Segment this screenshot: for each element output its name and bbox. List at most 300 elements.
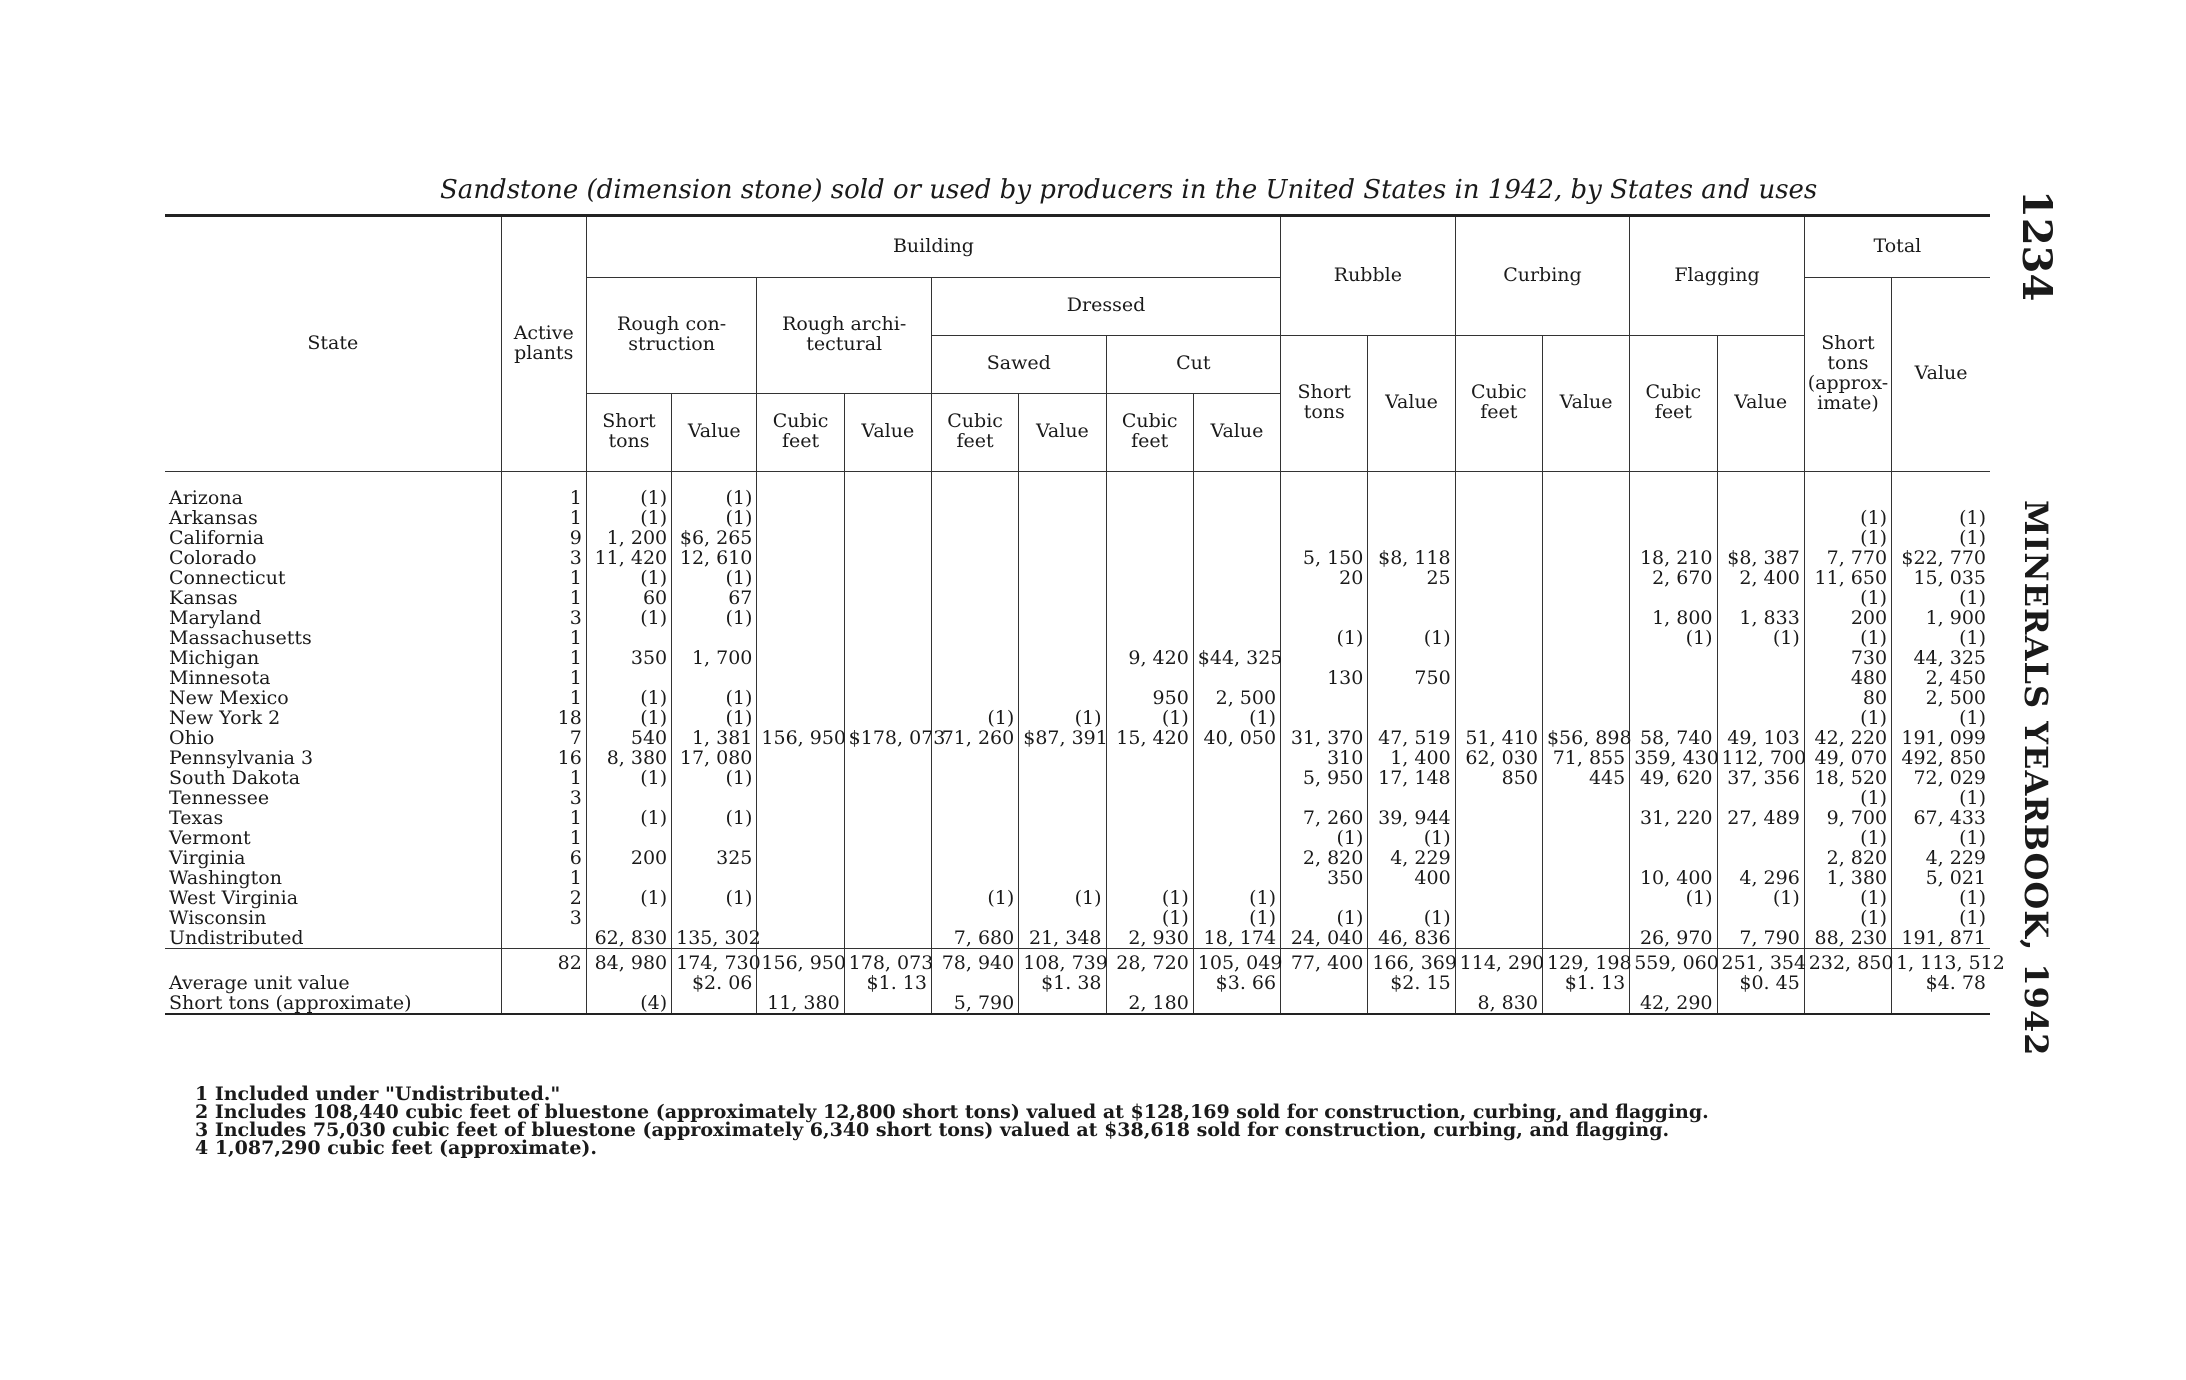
table-cell: 1 xyxy=(501,828,586,848)
table-cell xyxy=(1542,868,1629,888)
table-cell xyxy=(931,628,1018,648)
table-cell: 1, 200 xyxy=(586,528,671,548)
table-cell: 18, 174 xyxy=(1193,928,1280,949)
table-cell: 7 xyxy=(501,728,586,748)
table-cell: (1) xyxy=(672,808,757,828)
table-cell xyxy=(1368,528,1455,548)
table-cell xyxy=(1106,748,1193,768)
table-cell: 3 xyxy=(501,548,586,568)
table-cell: 114, 290 xyxy=(1455,948,1542,973)
table-row xyxy=(165,908,1990,928)
table-cell: 77, 400 xyxy=(1281,948,1368,973)
header-flagging: Flagging xyxy=(1630,217,1805,335)
table-cell xyxy=(1630,668,1717,688)
table-cell: (1) xyxy=(586,608,671,628)
table-cell: 9, 700 xyxy=(1804,808,1891,828)
page-number: 1234 xyxy=(2013,190,2060,302)
table-cell: 7, 260 xyxy=(1281,808,1368,828)
total-row xyxy=(165,948,1990,973)
table-cell: (1) xyxy=(672,471,757,508)
table-cell xyxy=(1193,808,1280,828)
table-cell: 2, 670 xyxy=(1630,568,1717,588)
table-cell: (1) xyxy=(1804,828,1891,848)
table-cell: 350 xyxy=(586,648,671,668)
header-total-value: Value xyxy=(1892,277,1990,471)
table-cell xyxy=(1717,708,1804,728)
table-cell xyxy=(1717,908,1804,928)
table-cell xyxy=(844,668,931,688)
table-cell: (1) xyxy=(672,568,757,588)
table-cell xyxy=(586,908,671,928)
table-cell: (1) xyxy=(672,508,757,528)
table-cell: $6, 265 xyxy=(672,528,757,548)
table-cell: (1) xyxy=(1630,888,1717,908)
table-cell xyxy=(586,668,671,688)
table-cell: $2. 06 xyxy=(672,973,757,993)
table-cell: (1) xyxy=(1193,908,1280,928)
table-cell xyxy=(1455,928,1542,949)
table-cell xyxy=(1455,508,1542,528)
table-cell xyxy=(1630,648,1717,668)
table-cell xyxy=(586,973,671,993)
table-cell xyxy=(931,848,1018,868)
table-cell xyxy=(1630,508,1717,528)
table-cell xyxy=(1106,788,1193,808)
table-cell xyxy=(672,788,757,808)
table-cell: 1, 113, 512 xyxy=(1892,948,1990,973)
table-cell: 15, 420 xyxy=(1106,728,1193,748)
table-cell: (1) xyxy=(1106,908,1193,928)
table-cell: (4) xyxy=(586,993,671,1013)
footnote: 4 1,087,290 cubic feet (approximate). xyxy=(195,1137,598,1159)
table-cell: 37, 356 xyxy=(1717,768,1804,788)
table-cell: 72, 029 xyxy=(1892,768,1990,788)
table-cell xyxy=(1455,648,1542,668)
table-cell: 46, 836 xyxy=(1368,928,1455,949)
table-cell: (1) xyxy=(1193,888,1280,908)
table-cell xyxy=(1630,588,1717,608)
table-cell: 4, 296 xyxy=(1717,868,1804,888)
table-cell: $1. 13 xyxy=(844,973,931,993)
row-label: New Mexico xyxy=(169,686,289,709)
table-cell: 16 xyxy=(501,748,586,768)
table-cell: $44, 325 xyxy=(1193,648,1280,668)
header-rc-short-tons: Short tons xyxy=(586,393,671,471)
table-cell: 156, 950 xyxy=(757,728,844,748)
table-cell xyxy=(1019,688,1106,708)
bottom-rule xyxy=(165,1013,1990,1015)
table-cell xyxy=(1193,788,1280,808)
table-cell: (1) xyxy=(1193,708,1280,728)
row-label: South Dakota xyxy=(169,766,301,789)
table-cell: (1) xyxy=(1892,508,1990,528)
table-row xyxy=(165,528,1990,548)
table-cell xyxy=(757,508,844,528)
table-cell xyxy=(1630,788,1717,808)
table-cell: (1) xyxy=(1892,788,1990,808)
table-cell: 88, 230 xyxy=(1804,928,1891,949)
table-cell xyxy=(1717,648,1804,668)
table-cell xyxy=(757,568,844,588)
table-cell: 17, 148 xyxy=(1368,768,1455,788)
table-cell xyxy=(1193,993,1280,1013)
table-cell xyxy=(844,688,931,708)
sandstone-table xyxy=(165,217,2005,1014)
table-cell xyxy=(1542,588,1629,608)
table-cell: (1) xyxy=(586,471,671,508)
table-cell xyxy=(1804,993,1891,1013)
header-cut-cubic-feet: Cubic feet xyxy=(1106,393,1193,471)
table-cell: (1) xyxy=(1368,628,1455,648)
table-cell xyxy=(1542,888,1629,908)
table-cell: 62, 030 xyxy=(1455,748,1542,768)
row-label xyxy=(165,948,501,973)
table-cell xyxy=(1281,688,1368,708)
table-row xyxy=(165,708,1990,728)
header-total: Total xyxy=(1804,217,1990,277)
table-cell xyxy=(931,868,1018,888)
table-cell: (1) xyxy=(1630,628,1717,648)
table-cell xyxy=(931,608,1018,628)
table-cell xyxy=(1019,808,1106,828)
header-state: State xyxy=(165,217,501,471)
table-cell: 60 xyxy=(586,588,671,608)
table-cell xyxy=(1019,608,1106,628)
table-cell xyxy=(1019,768,1106,788)
table-cell xyxy=(1019,648,1106,668)
header-cut: Cut xyxy=(1106,335,1281,393)
table-cell xyxy=(1630,848,1717,868)
table-cell xyxy=(1542,568,1629,588)
table-cell xyxy=(1281,528,1368,548)
table-cell xyxy=(1717,688,1804,708)
footnotes xyxy=(195,1085,1709,1157)
table-cell xyxy=(1455,973,1542,993)
table-cell: 200 xyxy=(1804,608,1891,628)
table-cell xyxy=(757,788,844,808)
table-cell xyxy=(1542,688,1629,708)
header-cut-value: Value xyxy=(1193,393,1280,471)
table-cell: 5, 021 xyxy=(1892,868,1990,888)
table-cell xyxy=(1193,868,1280,888)
table-cell: 11, 380 xyxy=(757,993,844,1013)
table-cell: 5, 950 xyxy=(1281,768,1368,788)
table-cell: 325 xyxy=(672,848,757,868)
table-cell xyxy=(931,828,1018,848)
table-cell: 26, 970 xyxy=(1630,928,1717,949)
table-cell xyxy=(1193,508,1280,528)
row-label: Connecticut xyxy=(169,566,286,589)
table-cell: 24, 040 xyxy=(1281,928,1368,949)
table-cell xyxy=(1717,993,1804,1013)
table-cell xyxy=(501,928,586,949)
table-cell: (1) xyxy=(1892,628,1990,648)
table-cell xyxy=(1019,528,1106,548)
table-cell: 108, 739 xyxy=(1019,948,1106,973)
table-cell: 21, 348 xyxy=(1019,928,1106,949)
row-label: Average unit value xyxy=(169,971,350,994)
table-cell: $178, 073 xyxy=(844,728,931,748)
table-cell: 31, 220 xyxy=(1630,808,1717,828)
table-cell xyxy=(757,608,844,628)
table-cell: (1) xyxy=(1804,628,1891,648)
table-cell: 1 xyxy=(501,508,586,528)
table-cell xyxy=(1542,808,1629,828)
table-cell: 31, 370 xyxy=(1281,728,1368,748)
table-cell: $1. 13 xyxy=(1542,973,1629,993)
table-cell xyxy=(931,508,1018,528)
row-label: Kansas xyxy=(169,586,238,609)
table-cell xyxy=(1542,648,1629,668)
table-cell: 1, 380 xyxy=(1804,868,1891,888)
table-cell: 2, 400 xyxy=(1717,568,1804,588)
table-cell xyxy=(931,748,1018,768)
table-cell xyxy=(1019,828,1106,848)
table-cell xyxy=(757,828,844,848)
table-cell: 58, 740 xyxy=(1630,728,1717,748)
table-cell: 9, 420 xyxy=(1106,648,1193,668)
table-cell xyxy=(844,708,931,728)
table-cell: 2, 450 xyxy=(1892,668,1990,688)
table-cell xyxy=(1455,828,1542,848)
table-cell xyxy=(844,528,931,548)
table-cell xyxy=(1019,788,1106,808)
table-cell xyxy=(1281,648,1368,668)
header-active-plants: Active plants xyxy=(501,217,586,471)
table-row xyxy=(165,808,1990,828)
total-row xyxy=(165,993,1990,1013)
table-cell xyxy=(931,908,1018,928)
table-cell: 1, 800 xyxy=(1630,608,1717,628)
table-cell: 112, 700 xyxy=(1717,748,1804,768)
table-cell: $22, 770 xyxy=(1892,548,1990,568)
table-cell xyxy=(1542,548,1629,568)
table-cell xyxy=(1193,471,1280,508)
table-cell: $8, 387 xyxy=(1717,548,1804,568)
table-cell: 950 xyxy=(1106,688,1193,708)
table-cell: 445 xyxy=(1542,768,1629,788)
footnote: 1 Included under "Undistributed." xyxy=(195,1083,561,1105)
table-cell xyxy=(1106,808,1193,828)
table-cell: 4, 229 xyxy=(1368,848,1455,868)
table-cell xyxy=(1193,568,1280,588)
table-cell xyxy=(1193,768,1280,788)
table-cell xyxy=(1106,471,1193,508)
table-cell xyxy=(1630,973,1717,993)
table-cell xyxy=(1455,908,1542,928)
table-cell xyxy=(1193,608,1280,628)
table-row xyxy=(165,608,1990,628)
table-cell: 750 xyxy=(1368,668,1455,688)
table-cell xyxy=(1281,588,1368,608)
row-label: Texas xyxy=(169,806,224,829)
table-cell: (1) xyxy=(1281,828,1368,848)
table-cell xyxy=(1542,608,1629,628)
table-cell xyxy=(844,508,931,528)
table-cell xyxy=(672,828,757,848)
table-row xyxy=(165,508,1990,528)
table-row xyxy=(165,588,1990,608)
table-cell xyxy=(1455,888,1542,908)
table-cell xyxy=(757,748,844,768)
table-cell: 1, 833 xyxy=(1717,608,1804,628)
table-cell: (1) xyxy=(672,608,757,628)
table-cell: 7, 770 xyxy=(1804,548,1891,568)
table-cell xyxy=(757,471,844,508)
table-cell xyxy=(1630,528,1717,548)
table-cell xyxy=(1106,528,1193,548)
table-cell xyxy=(1019,908,1106,928)
table-cell xyxy=(1368,648,1455,668)
table-cell: (1) xyxy=(1106,888,1193,908)
table-cell xyxy=(1717,508,1804,528)
table-cell xyxy=(1193,848,1280,868)
table-cell xyxy=(844,548,931,568)
header-flagging-value: Value xyxy=(1717,335,1804,471)
header-total-short-tons: Short tons (approx-imate) xyxy=(1804,277,1891,471)
table-cell xyxy=(844,768,931,788)
table-cell: 1 xyxy=(501,588,586,608)
header-rubble-value: Value xyxy=(1368,335,1455,471)
row-label: Arizona xyxy=(169,486,243,509)
table-cell xyxy=(757,628,844,648)
table-cell xyxy=(1630,908,1717,928)
row-label: Massachusetts xyxy=(169,626,312,649)
table-cell xyxy=(757,908,844,928)
table-cell xyxy=(1281,888,1368,908)
table-cell xyxy=(844,748,931,768)
table-cell xyxy=(1193,828,1280,848)
table-cell: (1) xyxy=(1019,888,1106,908)
table-cell: 7, 680 xyxy=(931,928,1018,949)
table-cell xyxy=(1106,628,1193,648)
table-cell: 559, 060 xyxy=(1630,948,1717,973)
table-cell: 8, 830 xyxy=(1455,993,1542,1013)
table-cell: $0. 45 xyxy=(1717,973,1804,993)
table-cell: 1 xyxy=(501,768,586,788)
table-cell: 18, 520 xyxy=(1804,768,1891,788)
table-cell: (1) xyxy=(586,708,671,728)
table-cell: (1) xyxy=(1892,528,1990,548)
table-cell: 492, 850 xyxy=(1892,748,1990,768)
table-cell: 17, 080 xyxy=(672,748,757,768)
table-cell: 540 xyxy=(586,728,671,748)
table-cell: 11, 420 xyxy=(586,548,671,568)
table-cell: (1) xyxy=(586,568,671,588)
table-cell: 25 xyxy=(1368,568,1455,588)
row-label: Minnesota xyxy=(169,666,271,689)
table-cell xyxy=(1542,908,1629,928)
table-cell xyxy=(844,888,931,908)
row-label: Colorado xyxy=(169,546,257,569)
row-label: California xyxy=(169,526,265,549)
table-cell xyxy=(757,808,844,828)
table-cell: 200 xyxy=(586,848,671,868)
table-cell: (1) xyxy=(1019,708,1106,728)
table-cell xyxy=(1281,508,1368,528)
table-cell: $3. 66 xyxy=(1193,973,1280,993)
table-cell xyxy=(1368,608,1455,628)
table-row xyxy=(165,548,1990,568)
table-cell xyxy=(1368,888,1455,908)
table-cell: 359, 430 xyxy=(1630,748,1717,768)
row-label: Tennessee xyxy=(169,786,270,809)
table-cell xyxy=(757,648,844,668)
table-cell xyxy=(757,888,844,908)
table-row xyxy=(165,788,1990,808)
table-cell: (1) xyxy=(586,508,671,528)
table-cell: 400 xyxy=(1368,868,1455,888)
table-cell: (1) xyxy=(1804,508,1891,528)
table-cell: 1 xyxy=(501,668,586,688)
table-cell: 18, 210 xyxy=(1630,548,1717,568)
table-cell: (1) xyxy=(586,808,671,828)
table-cell: 1 xyxy=(501,628,586,648)
table-cell: 1, 400 xyxy=(1368,748,1455,768)
table-cell xyxy=(1281,608,1368,628)
table-cell xyxy=(672,908,757,928)
table-cell xyxy=(672,628,757,648)
table-cell xyxy=(1542,788,1629,808)
table-row xyxy=(165,668,1990,688)
header-dressed: Dressed xyxy=(931,277,1280,335)
table-cell: (1) xyxy=(931,708,1018,728)
table-cell: (1) xyxy=(1106,708,1193,728)
table-cell xyxy=(1193,528,1280,548)
table-cell: 11, 650 xyxy=(1804,568,1891,588)
table-cell: 62, 830 xyxy=(586,928,671,949)
table-cell xyxy=(1542,628,1629,648)
table-cell: (1) xyxy=(1892,708,1990,728)
table-cell: 42, 290 xyxy=(1630,993,1717,1013)
table-cell: 135, 302 xyxy=(672,928,757,949)
header-sawed-cubic-feet: Cubic feet xyxy=(931,393,1018,471)
table-cell: 1 xyxy=(501,868,586,888)
table-cell xyxy=(1019,471,1106,508)
table-cell xyxy=(757,848,844,868)
table-cell xyxy=(931,768,1018,788)
table-cell xyxy=(501,973,586,993)
table-cell xyxy=(1630,828,1717,848)
table-cell: 129, 198 xyxy=(1542,948,1629,973)
footnote: 2 Includes 108,440 cubic feet of bluestone (approximately 12,800 short tons) valued at $128,169 sold for construction, curbing, and flagging. xyxy=(195,1101,1709,1123)
table-row xyxy=(165,928,1990,949)
header-sawed-value: Value xyxy=(1019,393,1106,471)
table-cell: 5, 790 xyxy=(931,993,1018,1013)
table-cell xyxy=(1455,848,1542,868)
table-cell xyxy=(844,628,931,648)
table-cell: 166, 369 xyxy=(1368,948,1455,973)
table-cell xyxy=(1455,808,1542,828)
table-cell xyxy=(1106,588,1193,608)
table-cell: $4. 78 xyxy=(1892,973,1990,993)
row-label: Maryland xyxy=(169,606,262,629)
table-cell xyxy=(844,828,931,848)
row-label: Virginia xyxy=(169,846,246,869)
table-cell xyxy=(1368,588,1455,608)
table-cell xyxy=(1281,993,1368,1013)
table-cell: 3 xyxy=(501,788,586,808)
table-cell xyxy=(1106,828,1193,848)
table-cell xyxy=(1019,628,1106,648)
table-cell xyxy=(1368,993,1455,1013)
table-cell xyxy=(1019,868,1106,888)
table-cell xyxy=(1193,668,1280,688)
table-cell xyxy=(1455,471,1542,508)
table-cell xyxy=(1717,471,1804,508)
table-cell xyxy=(931,668,1018,688)
header-curbing-value: Value xyxy=(1542,335,1629,471)
